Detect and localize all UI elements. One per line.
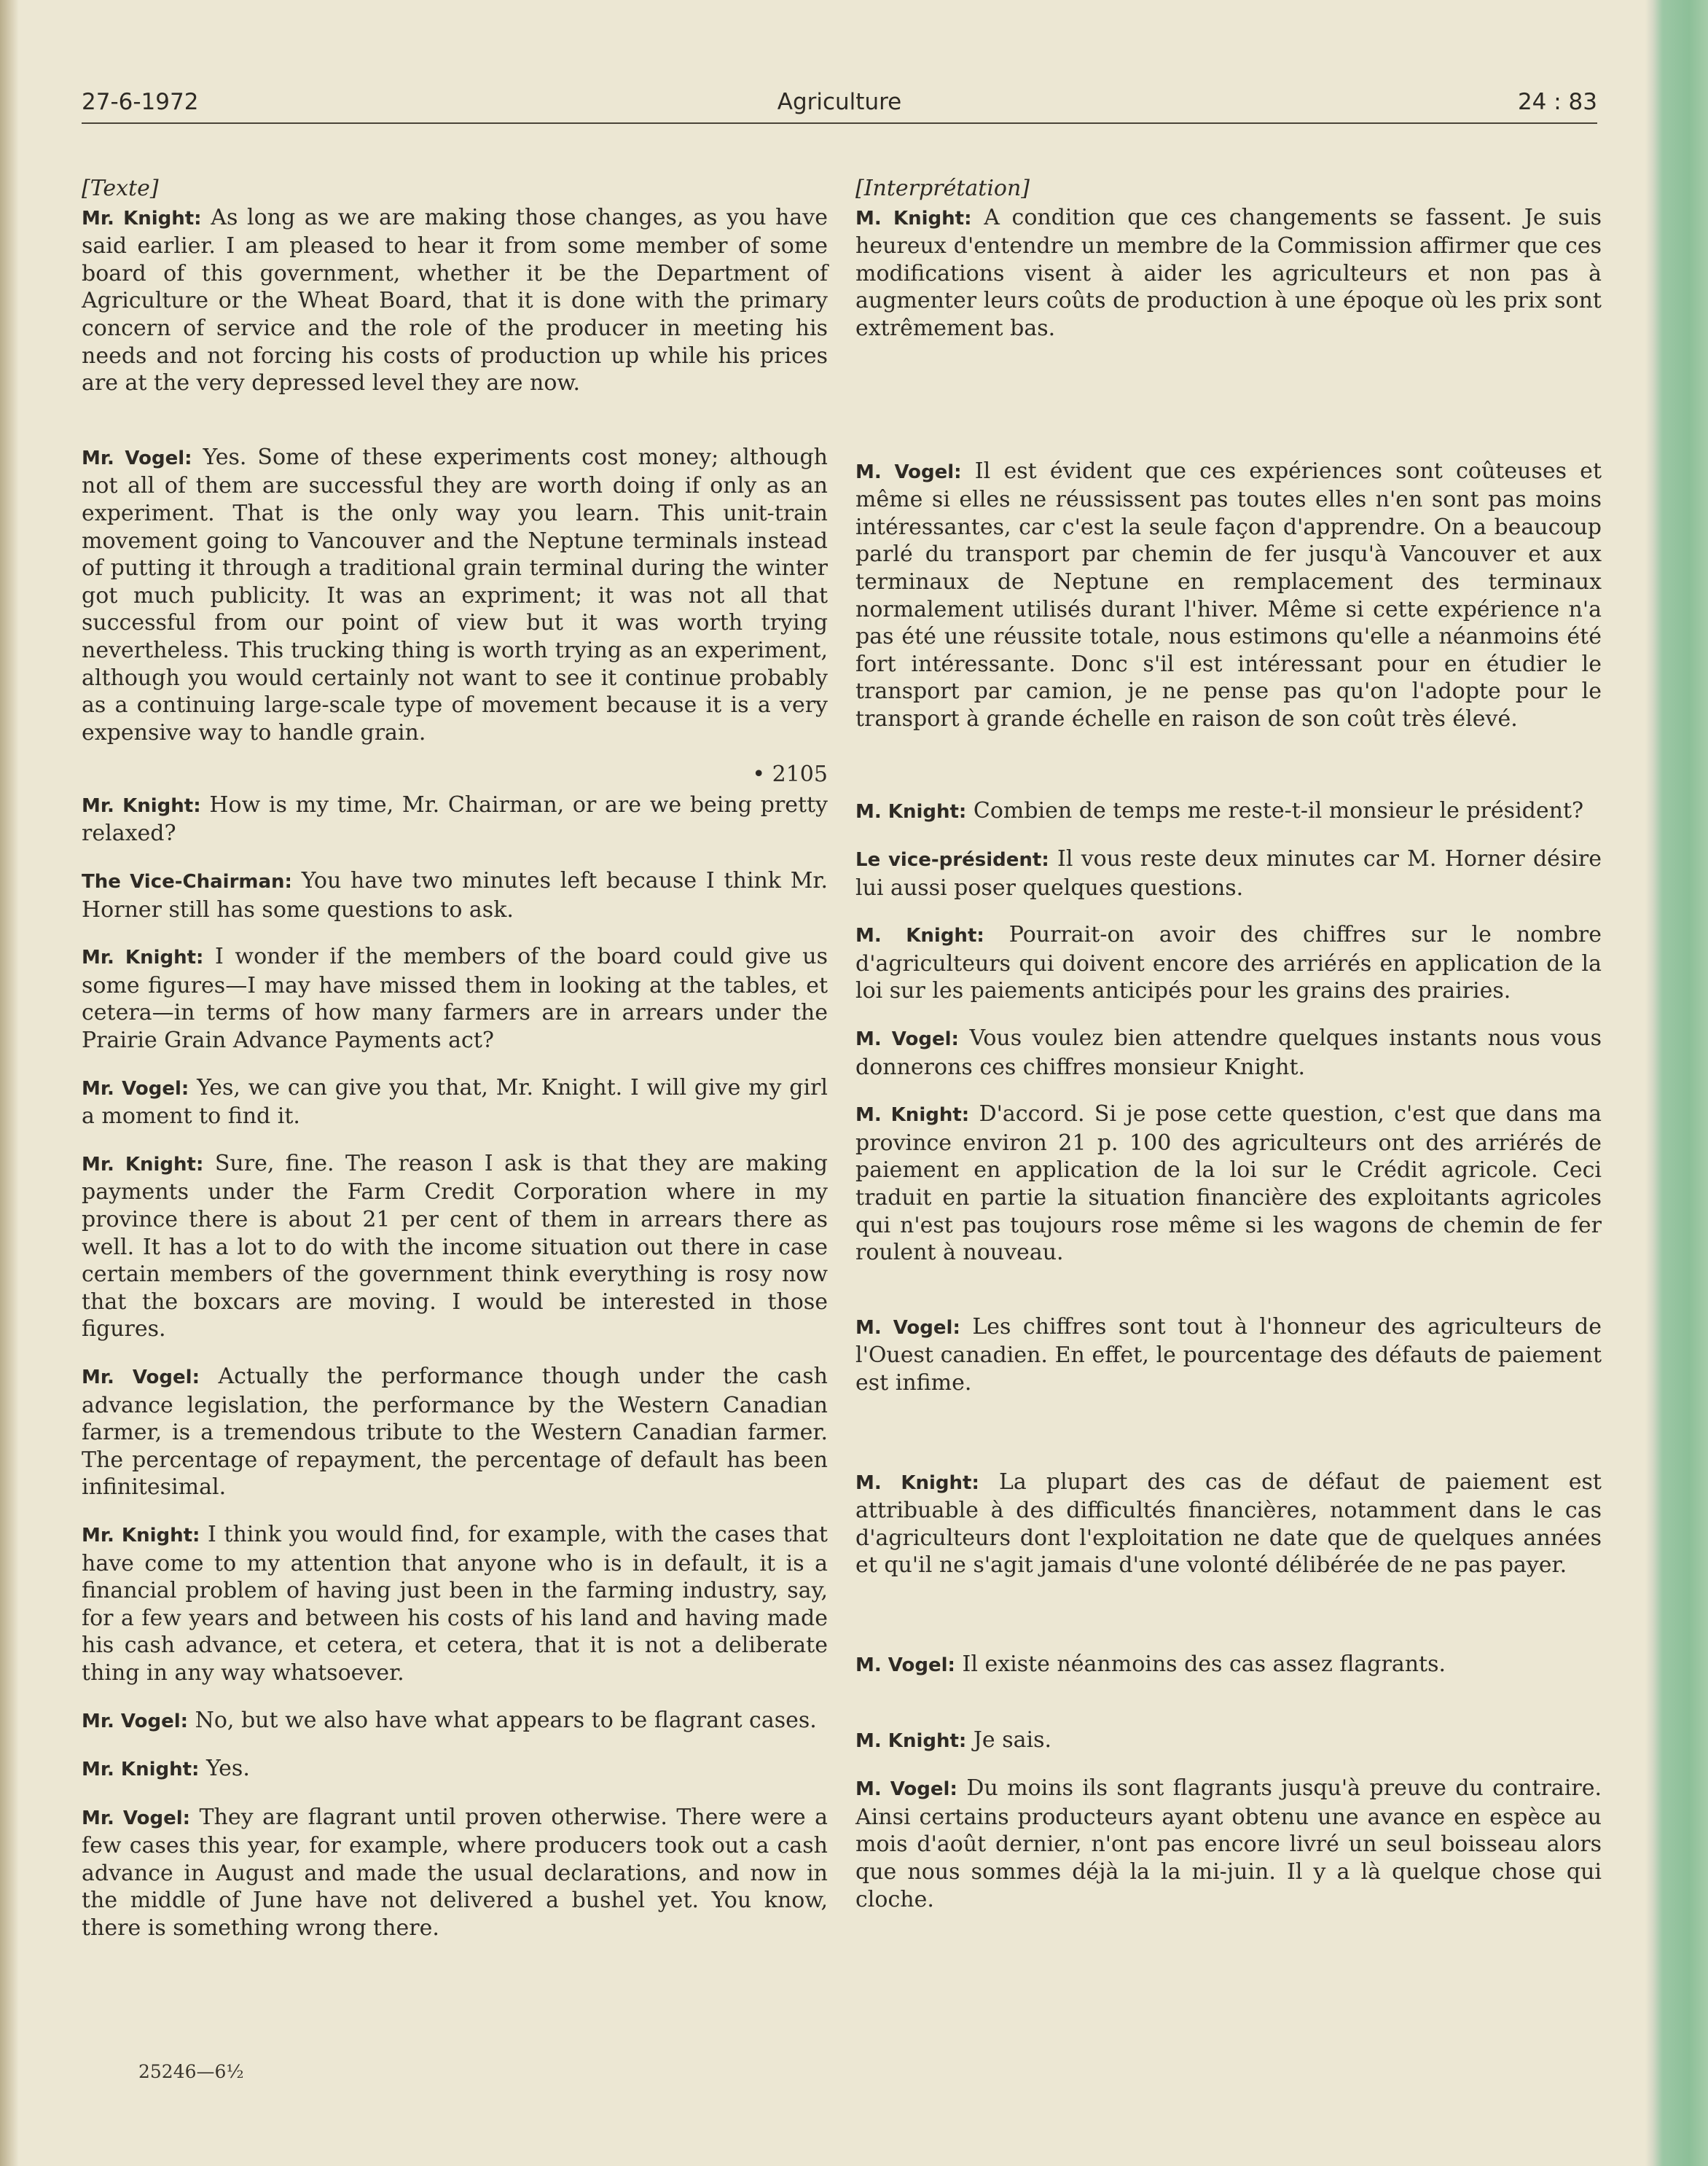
- english-paragraph-6: [82, 1074, 828, 1130]
- page-gutter-shadow: [0, 0, 19, 2166]
- speaker: The Vice-Chairman:: [82, 871, 292, 894]
- time-marker: • 2105: [752, 762, 828, 788]
- page-edge-binding: [1645, 0, 1708, 2166]
- french-paragraph-12: [855, 1775, 1602, 1913]
- english-paragraph-10: [82, 1707, 828, 1736]
- french-paragraph-11: [855, 1727, 1602, 1756]
- french-paragraph-4: [855, 845, 1602, 902]
- french-paragraph-2: [855, 458, 1602, 733]
- speaker: Mr. Vogel:: [82, 1807, 191, 1829]
- english-paragraph-3: [82, 791, 828, 848]
- french-language-label: [Interprétation]: [855, 176, 1030, 201]
- paragraph-text: I think you would find, for example, with the cases that have come to my attention that anyone who is in default, it is a financial problem of having just been in the farming industry, say, for a few years and between his costs of his land and having made his cash advance, et cetera, et cetera, that it is not a deliberate thing in any way whatsoever.: [82, 1521, 828, 1686]
- paragraph-text: Yes. Some of these experiments cost money; although not all of them are successful they are worth doing if only as an experiment. That is the only way you learn. This unit-train movement going to Vancouver and the Neptune terminals instead of putting it through a traditional grain terminal during the winter got much publicity. It was an expriment; it was not all that successful from our point of view but it was worth trying nevertheless. This trucking thing is worth trying as an experiment, although you would certainly not want to see it continue probably as a continuing large-scale type of movement because it is a very expensive way to handle grain.: [82, 444, 828, 746]
- header-date: 27-6-1972: [82, 89, 199, 115]
- french-paragraph-7: [855, 1100, 1602, 1267]
- paragraph-text: Il existe néanmoins des cas assez flagrants.: [962, 1651, 1446, 1677]
- speaker: M. Vogel:: [855, 1316, 960, 1339]
- speaker: M. Knight:: [855, 207, 972, 230]
- paragraph-text: D'accord. Si je pose cette question, c'est que dans ma province environ 21 p. 100 des agriculteurs ont des arriérés de paiement en application de la loi sur le Crédit agricole. Ceci traduit en partie la situation financière des exploitants agricoles qui n'est pas toujours rose même si les wagons de chemin de fer roulent à nouveau.: [855, 1101, 1602, 1266]
- speaker: M. Knight:: [855, 925, 984, 947]
- paragraph-text: Pourrait-on avoir des chiffres sur le nombre d'agriculteurs qui doivent encore des arriérés en application de la loi sur les paiements anticipés pour les grains des prairies.: [855, 922, 1602, 1004]
- speaker: Mr. Vogel:: [82, 1077, 189, 1100]
- speaker: Mr. Knight:: [82, 1153, 204, 1176]
- paragraph-text: La plupart des cas de défaut de paiement est attribuable à des difficultés financières, notamment dans le cas d'agriculteurs dont l'exploitation ne date que de quelques années et qu'il ne s'agit jamais d'une volonté délibérée de ne pas payer.: [855, 1469, 1602, 1579]
- english-paragraph-8: [82, 1363, 828, 1501]
- english-paragraph-4: [82, 867, 828, 923]
- paragraph-text: You have two minutes left because I think Mr. Horner still has some questions to ask.: [82, 868, 828, 923]
- speaker: Mr. Knight:: [82, 1759, 200, 1781]
- english-paragraph-9: [82, 1521, 828, 1687]
- speaker: M. Vogel:: [855, 461, 962, 483]
- speaker: Mr. Knight:: [82, 947, 204, 969]
- paragraph-text: Vous voulez bien attendre quelques instants nous vous donnerons ces chiffres monsieur Knight.: [855, 1025, 1602, 1080]
- speaker: M. Vogel:: [855, 1778, 957, 1801]
- paragraph-text: They are flagrant until proven otherwise. There were a few cases this year, for example, where producers took out a cash advance in August and made the usual declarations, and now in the middle of June have not delivered a bushel yet. You know, there is something wrong there.: [82, 1804, 828, 1942]
- speaker: M. Vogel:: [855, 1028, 959, 1051]
- paragraph-text: How is my time, Mr. Chairman, or are we being pretty relaxed?: [82, 791, 828, 847]
- french-paragraph-1: [855, 204, 1602, 343]
- french-paragraph-9: [855, 1469, 1602, 1579]
- paragraph-text: Du moins ils sont flagrants jusqu'à preuve du contraire. Ainsi certains producteurs ayant obtenu une avance en espèce au mois d'août dernier, n'ont pas encore livré un seul boisseau alors que nous sommes déjà la la mi-juin. Il y a là quelque chose qui cloche.: [855, 1775, 1602, 1912]
- speaker: Mr. Knight:: [82, 1524, 200, 1547]
- paragraph-text: Yes.: [205, 1756, 250, 1782]
- speaker: Mr. Knight:: [82, 794, 201, 817]
- english-paragraph-11: [82, 1755, 828, 1784]
- english-paragraph-2: [82, 444, 828, 747]
- paragraph-text: Sure, fine. The reason I ask is that they are making payments under the Farm Credit Corporation where in my province there is about 21 per cent of them in arrears there as well. It has a lot to do with the income situation out there in case certain members of the government think everything is rosy now that the boxcars are moving. I would be interested in those figures.: [82, 1150, 828, 1342]
- french-paragraph-6: [855, 1025, 1602, 1081]
- paragraph-text: Yes, we can give you that, Mr. Knight. I will give my girl a moment to find it.: [82, 1074, 828, 1130]
- speaker: Mr. Knight:: [82, 207, 202, 230]
- french-column: [855, 175, 1602, 1913]
- speaker: M. Knight:: [855, 1729, 967, 1752]
- paragraph-text: Il vous reste deux minutes car M. Horner désire lui aussi poser quelques questions.: [855, 846, 1602, 901]
- speaker: Mr. Vogel:: [82, 1710, 189, 1732]
- speaker: Mr. Vogel:: [82, 447, 192, 469]
- header-title: Agriculture: [777, 89, 902, 115]
- english-paragraph-5: [82, 943, 828, 1054]
- paragraph-text: No, but we also have what appears to be flagrant cases.: [195, 1707, 817, 1733]
- french-paragraph-5: [855, 921, 1602, 1005]
- paragraph-text: As long as we are making those changes, as you have said earlier. I am pleased to hear it from some member of some board of this government, whether it be the Department of Agriculture or the Wheat Board, that it is done with the primary concern of service and the role of the producer in meeting his needs and not forcing his costs of production up while his prices are at the very depressed level they are now.: [82, 204, 828, 396]
- paragraph-text: Il est évident que ces expériences sont coûteuses et même si elles ne réussissent pas toutes elles n'en sont pas moins intéressantes, car c'est la seule façon d'apprendre. On a beaucoup parlé du transport par chemin de fer jusqu'à Vancouver et aux terminaux de Neptune en remplacement des terminaux normalement utilisés durant l'hiver. Même si cette expérience n'a pas été une réussite totale, nous estimons qu'elle a néanmoins été fort intéressante. Donc s'il est intéressant pour en étudier le transport par camion, je ne pense pas qu'on l'adopte pour le transport à grande échelle en raison de son coût très élevé.: [855, 458, 1602, 732]
- paragraph-text: Actually the performance though under the cash advance legislation, the performance by the Western Canadian farmer, is a tremendous tribute to the Western Canadian farmer. The percentage of repayment, the percentage of default has been infinitesimal.: [82, 1363, 828, 1501]
- header-rule: [82, 122, 1597, 124]
- paragraph-text: Je sais.: [973, 1727, 1051, 1753]
- paragraph-text: I wonder if the members of the board could give us some figures—I may have missed them in looking at the tables, et cetera—in terms of how many farmers are in arrears under the Prairie Grain Advance Payments act?: [82, 944, 828, 1054]
- page-header: [82, 83, 1597, 121]
- speaker: M. Knight:: [855, 1104, 970, 1127]
- english-paragraph-12: [82, 1804, 828, 1942]
- speaker: M. Knight:: [855, 800, 967, 823]
- french-paragraph-10: [855, 1651, 1602, 1680]
- speaker: Le vice-président:: [855, 849, 1049, 872]
- speaker: M. Knight:: [855, 1471, 979, 1494]
- paragraph-text: Les chiffres sont tout à l'honneur des agriculteurs de l'Ouest canadien. En effet, le pourcentage des défauts de paiement est infime.: [855, 1313, 1602, 1396]
- header-page-number: 24 : 83: [1517, 89, 1597, 115]
- speaker: M. Vogel:: [855, 1654, 955, 1676]
- english-paragraph-7: [82, 1150, 828, 1343]
- footer-code: 25246—6½: [138, 2061, 244, 2082]
- french-paragraph-3: [855, 797, 1602, 826]
- speaker: Mr. Vogel:: [82, 1366, 200, 1388]
- paragraph-text: Combien de temps me reste-t-il monsieur le président?: [973, 797, 1584, 824]
- english-language-label: [Texte]: [82, 176, 159, 201]
- paragraph-text: A condition que ces changements se fassent. Je suis heureux d'entendre un membre de la Commission affirmer que ces modifications visent à aider les agriculteurs et non pas à augmenter leurs coûts de production à une époque où les prix sont extrêmement bas.: [855, 204, 1602, 341]
- english-paragraph-1: [82, 204, 828, 397]
- french-paragraph-8: [855, 1313, 1602, 1397]
- english-column: [82, 175, 828, 1942]
